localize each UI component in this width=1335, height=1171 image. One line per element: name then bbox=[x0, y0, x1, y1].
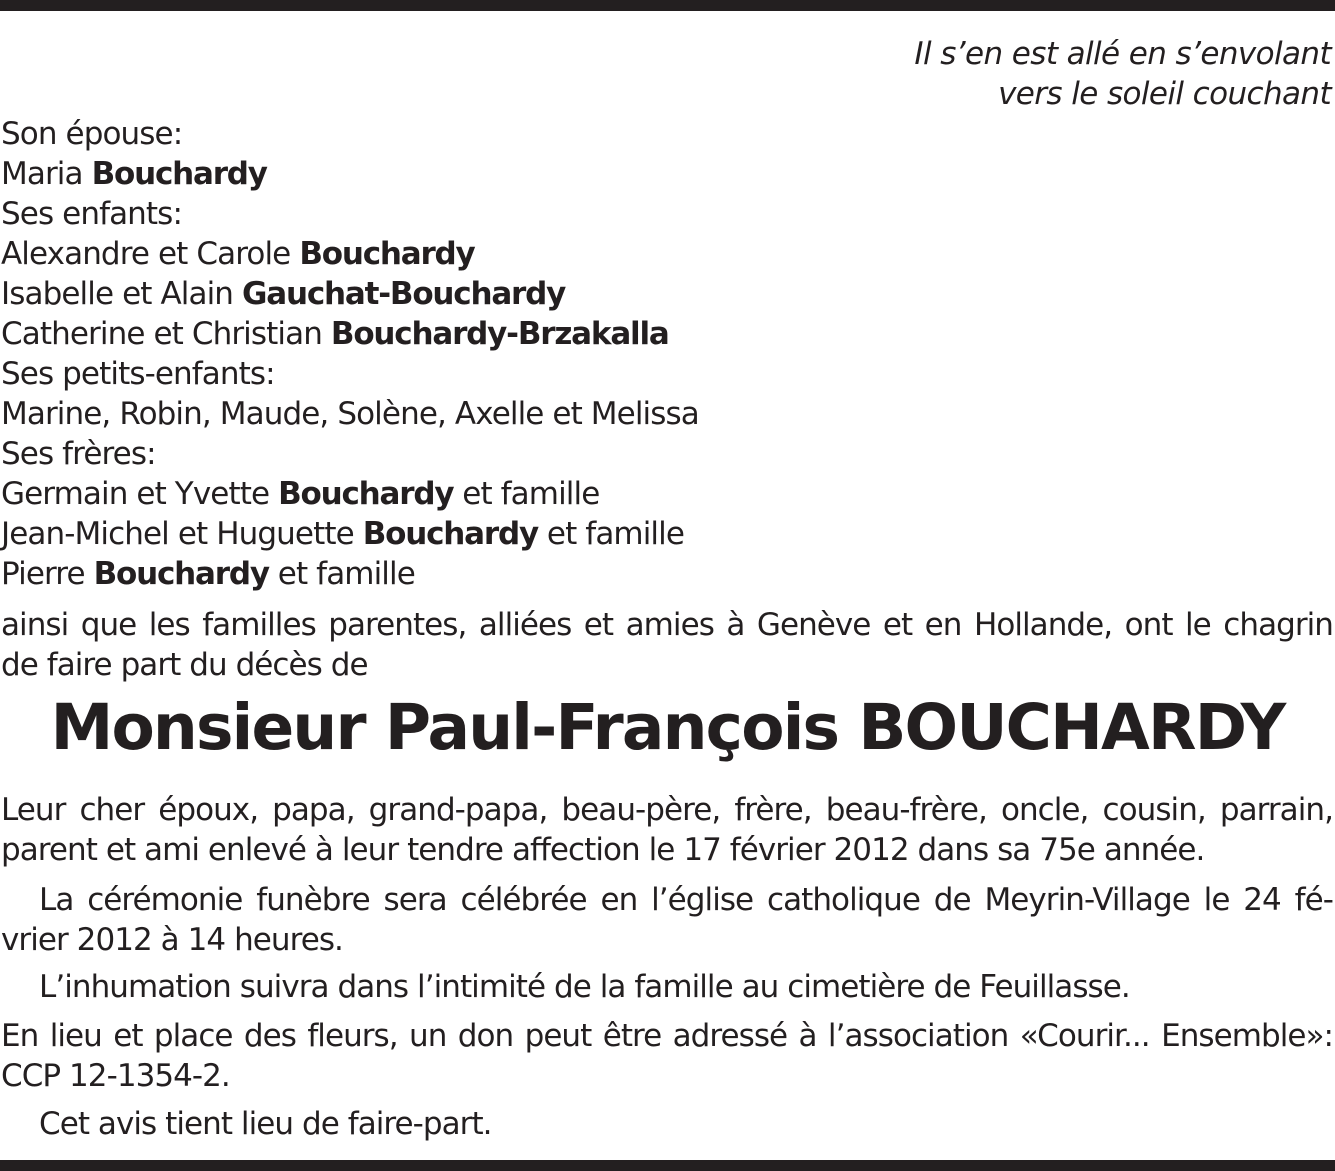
tribute-line-2: parent et ami enlevé à leur tendre affection le 17 février 2012 dans sa 75e année. bbox=[1, 832, 1205, 868]
epigraph-quote bbox=[914, 34, 1331, 114]
grandchildren-label: Ses petits-enfants: bbox=[1, 356, 275, 392]
brother-name bbox=[1, 514, 699, 554]
surname: Bouchardy bbox=[362, 516, 538, 552]
announcement-line-2: de faire part du décès de bbox=[1, 647, 368, 683]
suffix: et famille bbox=[268, 556, 415, 592]
first-names: Maria bbox=[1, 156, 92, 192]
tribute-line-1: Leur cher époux, papa, grand-papa, beau-père, frère, beau-frère, oncle, cousin, parrain, bbox=[1, 792, 1333, 828]
surname: Bouchardy bbox=[299, 236, 475, 272]
first-names: Isabelle et Alain bbox=[1, 276, 243, 312]
surname: Gauchat-Bouchardy bbox=[242, 276, 566, 312]
burial-line: L’inhumation suivra dans l’intimité de la famille au cimetière de Feuillasse. bbox=[39, 969, 1130, 1005]
tribute-paragraph bbox=[1, 790, 1333, 870]
announcement-line-1: ainsi que les familles parentes, alliées et amies à Genève et en Hollande, ont le chagrin bbox=[1, 607, 1333, 643]
first-names: Germain et Yvette bbox=[1, 476, 279, 512]
family-list bbox=[1, 114, 699, 594]
top-border-rule bbox=[0, 0, 1335, 11]
surname: Bouchardy bbox=[91, 156, 267, 192]
ceremony-paragraph bbox=[1, 880, 1333, 960]
suffix: et famille bbox=[453, 476, 600, 512]
first-names: Catherine et Christian bbox=[1, 316, 331, 352]
spouse-name bbox=[1, 154, 699, 194]
grandchildren-names: Marine, Robin, Maude, Solène, Axelle et Melissa bbox=[1, 396, 699, 432]
brother-name bbox=[1, 554, 699, 594]
surname: Bouchardy bbox=[93, 556, 269, 592]
closing-line: Cet avis tient lieu de faire-part. bbox=[39, 1106, 492, 1142]
bottom-border-rule bbox=[0, 1160, 1335, 1171]
ceremony-line-2: vrier 2012 à 14 heures. bbox=[1, 922, 343, 958]
ceremony-line-1: La cérémonie funèbre sera célébrée en l’église catholique de Meyrin-Village le 24 fé- bbox=[39, 882, 1333, 918]
surname: Bouchardy bbox=[278, 476, 454, 512]
announcement-paragraph bbox=[1, 605, 1333, 685]
spouse-label: Son épouse: bbox=[1, 116, 183, 152]
deceased-name-heading: Monsieur Paul-François BOUCHARDY bbox=[50, 691, 1285, 764]
epigraph-line-1: Il s’en est allé en s’envolant bbox=[914, 36, 1331, 72]
child-name bbox=[1, 274, 699, 314]
donation-line-1: En lieu et place des fleurs, un don peut être adressé à l’association «Courir... Ensemble»: bbox=[1, 1018, 1333, 1054]
donation-paragraph bbox=[1, 1016, 1333, 1096]
children-label: Ses enfants: bbox=[1, 196, 182, 232]
brothers-label: Ses frères: bbox=[1, 436, 156, 472]
closing-paragraph bbox=[1, 1104, 1333, 1144]
first-names: Jean-Michel et Huguette bbox=[1, 516, 363, 552]
donation-line-2: CCP 12-1354-2. bbox=[1, 1058, 230, 1094]
first-names: Pierre bbox=[1, 556, 94, 592]
surname: Bouchardy-Brzakalla bbox=[330, 316, 669, 352]
child-name bbox=[1, 314, 699, 354]
burial-paragraph bbox=[1, 967, 1333, 1007]
first-names: Alexandre et Carole bbox=[1, 236, 300, 272]
epigraph-line-2: vers le soleil couchant bbox=[998, 76, 1331, 112]
child-name bbox=[1, 234, 699, 274]
suffix: et famille bbox=[537, 516, 685, 552]
brother-name bbox=[1, 474, 699, 514]
